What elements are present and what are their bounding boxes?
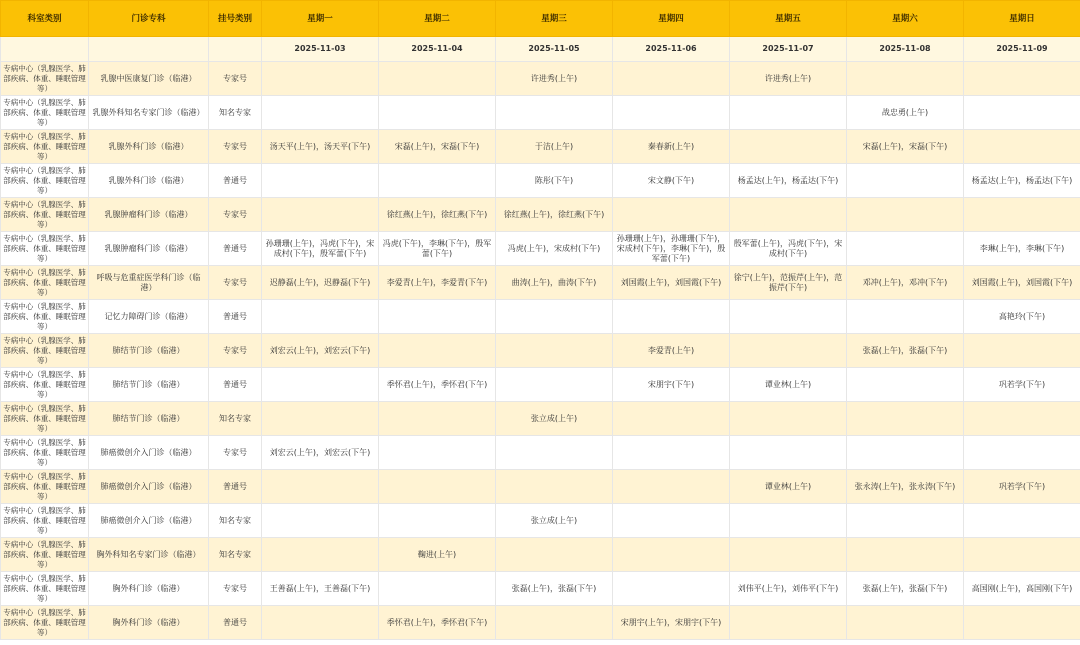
dept-cell: 专病中心（乳腺医学、肺部疾病、体重、睡眠管理等） (1, 572, 89, 606)
doctor-slot-cell (379, 504, 496, 538)
date-cell: 2025-11-08 (847, 37, 964, 62)
doctor-slot-cell (262, 164, 379, 198)
header-day: 星期日 (964, 1, 1080, 37)
doctor-slot-cell: 张立成(上午) (496, 402, 613, 436)
doctor-slot-cell (847, 436, 964, 470)
doctor-slot-cell: 于洁(上午) (496, 130, 613, 164)
schedule-row (1, 232, 1080, 266)
clinic-cell: 胸外科门诊（临港） (89, 572, 209, 606)
clinic-cell: 肺结节门诊（临港） (89, 368, 209, 402)
schedule-row (1, 96, 1080, 130)
doctor-slot-cell: 高艳玲(下午) (964, 300, 1080, 334)
doctor-slot-cell (496, 300, 613, 334)
reg-type-cell: 普通号 (209, 606, 262, 640)
doctor-slot-cell (730, 402, 847, 436)
doctor-slot-cell (847, 62, 964, 96)
header-day: 星期三 (496, 1, 613, 37)
dept-cell: 专病中心（乳腺医学、肺部疾病、体重、睡眠管理等） (1, 96, 89, 130)
doctor-slot-cell (847, 164, 964, 198)
doctor-slot-cell: 邓冲(上午)，邓冲(下午) (847, 266, 964, 300)
header-day: 星期二 (379, 1, 496, 37)
date-row (1, 37, 1080, 62)
doctor-slot-cell (379, 334, 496, 368)
doctor-slot-cell (613, 198, 730, 232)
doctor-slot-cell (964, 504, 1080, 538)
doctor-slot-cell (730, 300, 847, 334)
doctor-slot-cell (613, 504, 730, 538)
clinic-cell: 胸外科门诊（临港） (89, 606, 209, 640)
doctor-slot-cell: 刘国霞(上午)，刘国霞(下午) (613, 266, 730, 300)
doctor-slot-cell (847, 538, 964, 572)
doctor-slot-cell: 巩若学(下午) (964, 368, 1080, 402)
doctor-slot-cell: 鞠进(上午) (379, 538, 496, 572)
dept-cell: 专病中心（乳腺医学、肺部疾病、体重、睡眠管理等） (1, 198, 89, 232)
doctor-slot-cell: 李爱青(上午) (613, 334, 730, 368)
doctor-slot-cell (964, 606, 1080, 640)
header-day: 星期一 (262, 1, 379, 37)
doctor-slot-cell: 曲涛(上午)，曲涛(下午) (496, 266, 613, 300)
doctor-slot-cell: 巩若学(下午) (964, 470, 1080, 504)
schedule-row (1, 470, 1080, 504)
doctor-slot-cell: 汤天平(上午)，汤天平(下午) (262, 130, 379, 164)
dept-cell: 专病中心（乳腺医学、肺部疾病、体重、睡眠管理等） (1, 164, 89, 198)
doctor-slot-cell: 许进秀(上午) (730, 62, 847, 96)
dept-cell: 专病中心（乳腺医学、肺部疾病、体重、睡眠管理等） (1, 538, 89, 572)
doctor-slot-cell: 迟静磊(上午)，迟静磊(下午) (262, 266, 379, 300)
doctor-slot-cell (262, 300, 379, 334)
doctor-slot-cell: 许进秀(上午) (496, 62, 613, 96)
date-blank (1, 37, 89, 62)
reg-type-cell: 专家号 (209, 198, 262, 232)
clinic-cell: 乳腺肿瘤科门诊（临港） (89, 232, 209, 266)
schedule-row (1, 606, 1080, 640)
doctor-slot-cell: 李爱青(上午)，李爱青(下午) (379, 266, 496, 300)
date-cell: 2025-11-07 (730, 37, 847, 62)
doctor-slot-cell (262, 198, 379, 232)
doctor-slot-cell: 宋朋宇(下午) (613, 368, 730, 402)
doctor-slot-cell: 张磊(上午)，张磊(下午) (847, 334, 964, 368)
dept-cell: 专病中心（乳腺医学、肺部疾病、体重、睡眠管理等） (1, 606, 89, 640)
doctor-slot-cell (379, 62, 496, 96)
clinic-cell: 乳腺外科门诊（临港） (89, 164, 209, 198)
clinic-cell: 肺癌微创介入门诊（临港） (89, 470, 209, 504)
doctor-slot-cell (379, 164, 496, 198)
header-day: 星期六 (847, 1, 964, 37)
doctor-slot-cell (262, 606, 379, 640)
reg-type-cell: 知名专家 (209, 504, 262, 538)
header-dept: 科室类别 (1, 1, 89, 37)
reg-type-cell: 普通号 (209, 368, 262, 402)
doctor-slot-cell (262, 62, 379, 96)
doctor-slot-cell (262, 368, 379, 402)
doctor-slot-cell (496, 470, 613, 504)
reg-type-cell: 专家号 (209, 266, 262, 300)
doctor-slot-cell: 王善磊(上午)，王善磊(下午) (262, 572, 379, 606)
reg-type-cell: 专家号 (209, 130, 262, 164)
clinic-cell: 呼吸与危重症医学科门诊（临港） (89, 266, 209, 300)
schedule-row (1, 266, 1080, 300)
doctor-slot-cell (964, 436, 1080, 470)
doctor-slot-cell: 张磊(上午)，张磊(下午) (847, 572, 964, 606)
date-cell: 2025-11-05 (496, 37, 613, 62)
reg-type-cell: 专家号 (209, 436, 262, 470)
date-blank (209, 37, 262, 62)
doctor-slot-cell: 战忠勇(上午) (847, 96, 964, 130)
dept-cell: 专病中心（乳腺医学、肺部疾病、体重、睡眠管理等） (1, 436, 89, 470)
doctor-slot-cell (496, 606, 613, 640)
doctor-slot-cell (496, 436, 613, 470)
dept-cell: 专病中心（乳腺医学、肺部疾病、体重、睡眠管理等） (1, 402, 89, 436)
reg-type-cell: 专家号 (209, 572, 262, 606)
clinic-cell: 乳腺外科知名专家门诊（临港） (89, 96, 209, 130)
doctor-slot-cell (613, 62, 730, 96)
doctor-slot-cell: 季怀君(上午)，季怀君(下午) (379, 606, 496, 640)
doctor-slot-cell (964, 130, 1080, 164)
doctor-slot-cell: 杨孟达(上午)，杨孟达(下午) (730, 164, 847, 198)
doctor-slot-cell: 杨孟达(上午)，杨孟达(下午) (964, 164, 1080, 198)
doctor-slot-cell: 宋磊(上午)，宋磊(下午) (379, 130, 496, 164)
reg-type-cell: 专家号 (209, 62, 262, 96)
doctor-slot-cell: 冯虎(上午)，宋成村(下午) (496, 232, 613, 266)
dept-cell: 专病中心（乳腺医学、肺部疾病、体重、睡眠管理等） (1, 368, 89, 402)
doctor-slot-cell (847, 504, 964, 538)
doctor-slot-cell (496, 96, 613, 130)
doctor-slot-cell (847, 606, 964, 640)
doctor-slot-cell: 张磊(上午)，张磊(下午) (496, 572, 613, 606)
doctor-slot-cell (379, 402, 496, 436)
doctor-slot-cell: 殷军蕾(上午)，冯虎(下午)，宋成村(下午) (730, 232, 847, 266)
reg-type-cell: 知名专家 (209, 538, 262, 572)
clinic-cell: 肺结节门诊（临港） (89, 402, 209, 436)
header-day: 星期五 (730, 1, 847, 37)
doctor-slot-cell (613, 538, 730, 572)
clinic-cell: 乳腺中医康复门诊（临港） (89, 62, 209, 96)
dept-cell: 专病中心（乳腺医学、肺部疾病、体重、睡眠管理等） (1, 62, 89, 96)
clinic-cell: 肺癌微创介入门诊（临港） (89, 504, 209, 538)
doctor-slot-cell (496, 334, 613, 368)
schedule-row (1, 62, 1080, 96)
doctor-slot-cell: 刘宏云(上午)，刘宏云(下午) (262, 436, 379, 470)
header-day: 星期四 (613, 1, 730, 37)
doctor-slot-cell (379, 572, 496, 606)
doctor-slot-cell (964, 538, 1080, 572)
doctor-slot-cell: 徐宁(上午)，范振芹(上午)，范振芹(下午) (730, 266, 847, 300)
doctor-slot-cell (847, 232, 964, 266)
doctor-slot-cell: 谭业林(上午) (730, 470, 847, 504)
doctor-slot-cell (379, 96, 496, 130)
doctor-slot-cell (730, 436, 847, 470)
reg-type-cell: 专家号 (209, 334, 262, 368)
doctor-slot-cell: 秦春新(上午) (613, 130, 730, 164)
schedule-row (1, 538, 1080, 572)
doctor-slot-cell: 李琳(上午)，李琳(下午) (964, 232, 1080, 266)
doctor-slot-cell (964, 402, 1080, 436)
clinic-cell: 肺癌微创介入门诊（临港） (89, 436, 209, 470)
reg-type-cell: 知名专家 (209, 402, 262, 436)
clinic-cell: 乳腺外科门诊（临港） (89, 130, 209, 164)
schedule-row (1, 436, 1080, 470)
dept-cell: 专病中心（乳腺医学、肺部疾病、体重、睡眠管理等） (1, 232, 89, 266)
header-type: 挂号类别 (209, 1, 262, 37)
schedule-row (1, 402, 1080, 436)
doctor-slot-cell (730, 334, 847, 368)
doctor-slot-cell (613, 436, 730, 470)
doctor-slot-cell (262, 504, 379, 538)
doctor-slot-cell (730, 130, 847, 164)
doctor-slot-cell (613, 470, 730, 504)
doctor-slot-cell (730, 504, 847, 538)
doctor-slot-cell: 宋文静(下午) (613, 164, 730, 198)
dept-cell: 专病中心（乳腺医学、肺部疾病、体重、睡眠管理等） (1, 300, 89, 334)
doctor-slot-cell: 刘国霞(上午)，刘国霞(下午) (964, 266, 1080, 300)
reg-type-cell: 普通号 (209, 470, 262, 504)
header-row (1, 1, 1080, 37)
doctor-slot-cell (964, 198, 1080, 232)
doctor-slot-cell: 宋朋宇(上午)，宋朋宇(下午) (613, 606, 730, 640)
doctor-slot-cell (379, 436, 496, 470)
doctor-slot-cell (262, 470, 379, 504)
doctor-slot-cell (613, 96, 730, 130)
header-clinic: 门诊专科 (89, 1, 209, 37)
doctor-slot-cell: 孙珊珊(上午)，孙珊珊(下午)，宋成村(下午)，李琳(下午)，殷军蕾(下午) (613, 232, 730, 266)
doctor-slot-cell (730, 538, 847, 572)
doctor-slot-cell (496, 538, 613, 572)
doctor-slot-cell: 刘伟平(上午)，刘伟平(下午) (730, 572, 847, 606)
doctor-slot-cell (847, 402, 964, 436)
schedule-row (1, 368, 1080, 402)
date-cell: 2025-11-03 (262, 37, 379, 62)
clinic-cell: 肺结节门诊（临港） (89, 334, 209, 368)
doctor-slot-cell (613, 402, 730, 436)
dept-cell: 专病中心（乳腺医学、肺部疾病、体重、睡眠管理等） (1, 130, 89, 164)
doctor-slot-cell (262, 402, 379, 436)
doctor-slot-cell: 张立成(上午) (496, 504, 613, 538)
dept-cell: 专病中心（乳腺医学、肺部疾病、体重、睡眠管理等） (1, 470, 89, 504)
doctor-slot-cell: 刘宏云(上午)，刘宏云(下午) (262, 334, 379, 368)
doctor-slot-cell (847, 198, 964, 232)
doctor-slot-cell (847, 300, 964, 334)
clinic-cell: 记忆力障碍门诊（临港） (89, 300, 209, 334)
doctor-slot-cell: 张永涛(上午)，张永涛(下午) (847, 470, 964, 504)
schedule-row (1, 334, 1080, 368)
reg-type-cell: 知名专家 (209, 96, 262, 130)
doctor-slot-cell (496, 368, 613, 402)
schedule-row (1, 198, 1080, 232)
dept-cell: 专病中心（乳腺医学、肺部疾病、体重、睡眠管理等） (1, 266, 89, 300)
doctor-slot-cell (379, 470, 496, 504)
date-cell: 2025-11-09 (964, 37, 1080, 62)
reg-type-cell: 普通号 (209, 164, 262, 198)
doctor-slot-cell (964, 334, 1080, 368)
reg-type-cell: 普通号 (209, 300, 262, 334)
doctor-slot-cell (730, 198, 847, 232)
doctor-slot-cell (262, 538, 379, 572)
doctor-slot-cell (964, 96, 1080, 130)
date-blank (89, 37, 209, 62)
doctor-slot-cell (847, 368, 964, 402)
doctor-slot-cell (730, 606, 847, 640)
doctor-slot-cell (379, 300, 496, 334)
schedule-row (1, 300, 1080, 334)
doctor-slot-cell: 徐红燕(上午)，徐红燕(下午) (496, 198, 613, 232)
doctor-slot-cell (613, 572, 730, 606)
doctor-slot-cell: 谭业林(上午) (730, 368, 847, 402)
reg-type-cell: 普通号 (209, 232, 262, 266)
schedule-row (1, 130, 1080, 164)
clinic-cell: 胸外科知名专家门诊（临港） (89, 538, 209, 572)
dept-cell: 专病中心（乳腺医学、肺部疾病、体重、睡眠管理等） (1, 504, 89, 538)
clinic-cell: 乳腺肿瘤科门诊（临港） (89, 198, 209, 232)
doctor-slot-cell (730, 96, 847, 130)
doctor-slot-cell: 孙珊珊(上午)，冯虎(下午)，宋成村(下午)，殷军蕾(下午) (262, 232, 379, 266)
doctor-slot-cell: 宋磊(上午)，宋磊(下午) (847, 130, 964, 164)
doctor-slot-cell: 徐红燕(上午)，徐红燕(下午) (379, 198, 496, 232)
date-cell: 2025-11-06 (613, 37, 730, 62)
doctor-slot-cell: 冯虎(下午)，李琳(下午)，殷军蕾(下午) (379, 232, 496, 266)
schedule-row (1, 572, 1080, 606)
doctor-slot-cell (613, 300, 730, 334)
doctor-slot-cell: 陈彤(下午) (496, 164, 613, 198)
doctor-slot-cell: 高国刚(上午)，高国刚(下午) (964, 572, 1080, 606)
doctor-slot-cell (964, 62, 1080, 96)
doctor-slot-cell (262, 96, 379, 130)
doctor-slot-cell: 季怀君(上午)，季怀君(下午) (379, 368, 496, 402)
date-cell: 2025-11-04 (379, 37, 496, 62)
schedule-row (1, 164, 1080, 198)
dept-cell: 专病中心（乳腺医学、肺部疾病、体重、睡眠管理等） (1, 334, 89, 368)
schedule-row (1, 504, 1080, 538)
